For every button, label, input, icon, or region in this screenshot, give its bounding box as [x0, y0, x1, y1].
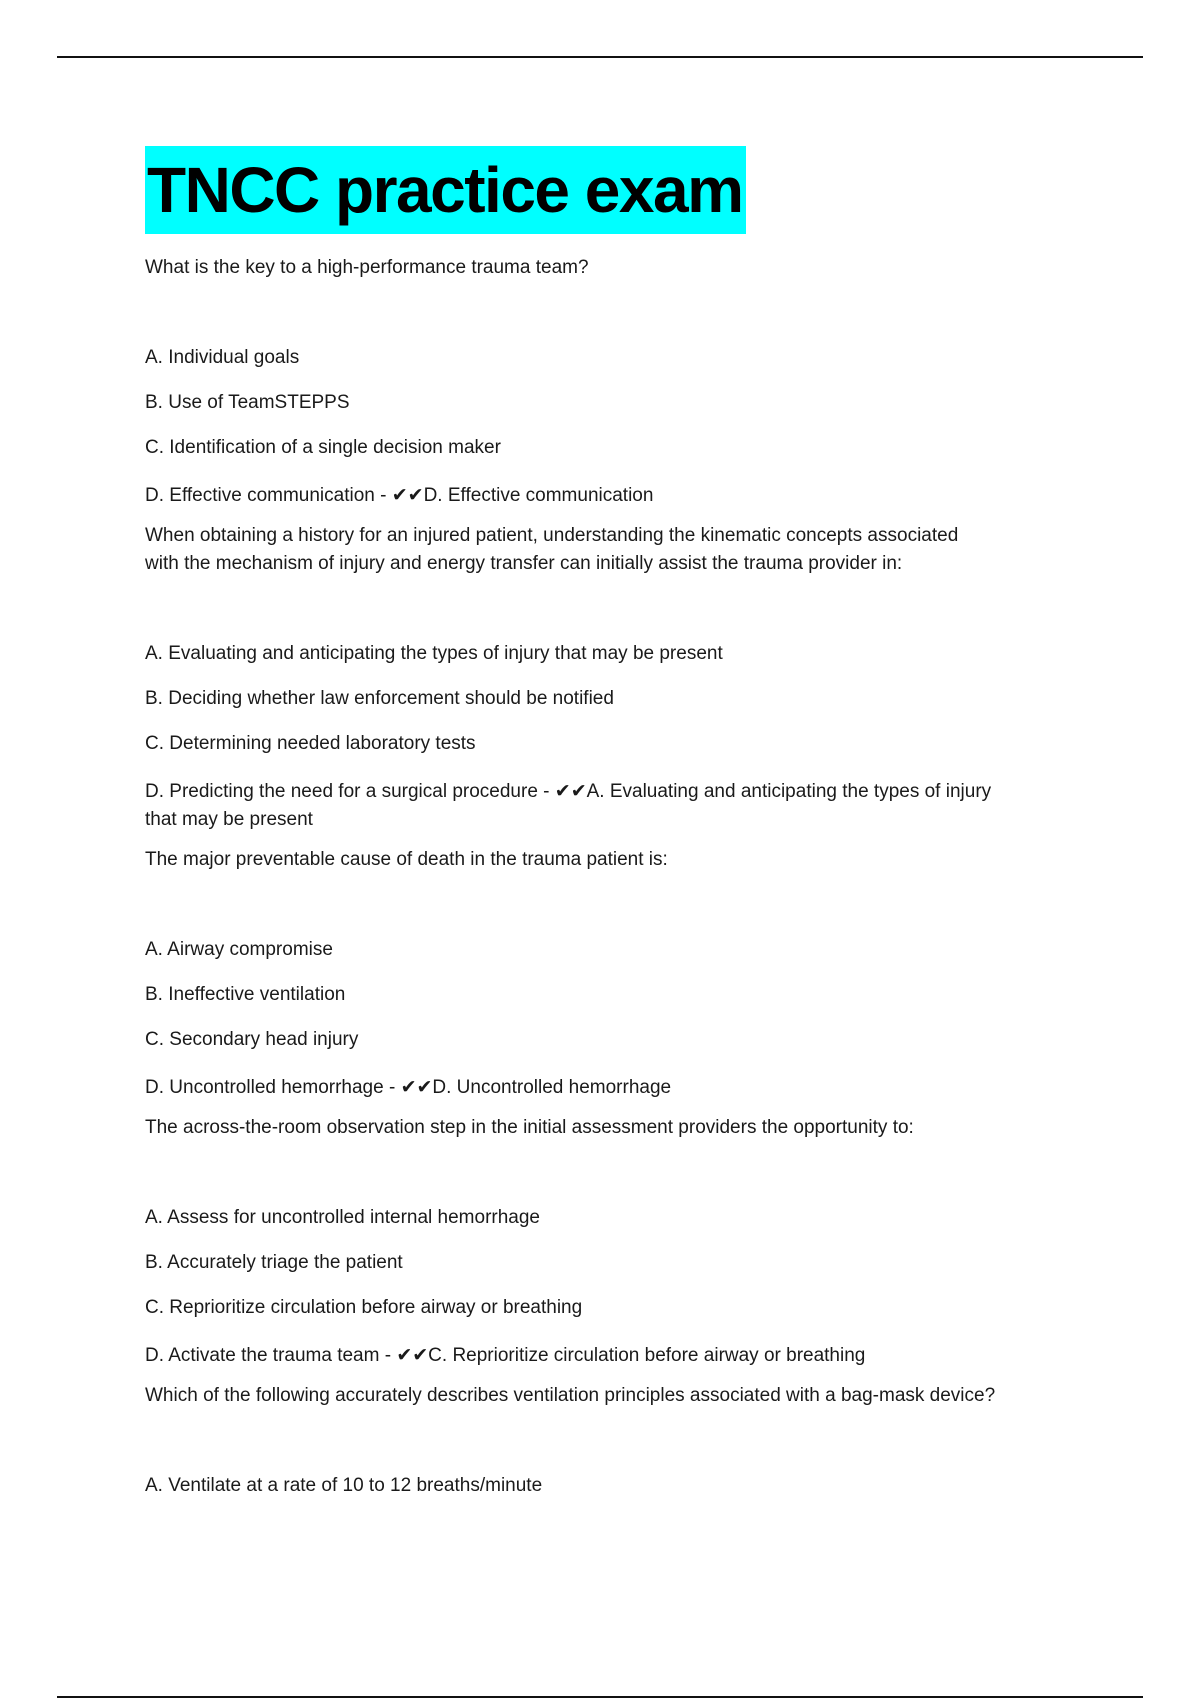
question-text: Which of the following accurately describes ventilation principles associated with a bag-mask device?: [145, 1385, 996, 1406]
option-d-answer: D. Uncontrolled hemorrhage - ✔✔D. Uncontrolled hemorrhage: [145, 1077, 672, 1098]
option-c: C. Secondary head injury: [145, 1029, 359, 1050]
question-block: [145, 254, 1065, 510]
option-a: A. Ventilate at a rate of 10 to 12 breaths/minute: [145, 1475, 543, 1496]
option-b: B. Accurately triage the patient: [145, 1252, 403, 1273]
bottom-rule: [57, 1696, 1143, 1698]
option-c: C. Identification of a single decision maker: [145, 437, 501, 458]
option-d-answer-continued: that may be present: [145, 809, 313, 830]
option-d-answer: D. Predicting the need for a surgical procedure - ✔✔A. Evaluating and anticipating the types of injury: [145, 781, 992, 802]
question-block: [145, 1114, 1065, 1370]
option-c: C. Determining needed laboratory tests: [145, 733, 476, 754]
option-a: A. Airway compromise: [145, 939, 333, 960]
question-block: [145, 846, 1065, 1102]
question-block: [145, 522, 1065, 834]
option-d-answer: D. Activate the trauma team - ✔✔C. Reprioritize circulation before airway or breathing: [145, 1345, 866, 1366]
question-block: [145, 1382, 1065, 1500]
question-text-line-2: with the mechanism of injury and energy transfer can initially assist the trauma provider in:: [145, 553, 903, 574]
question-text: What is the key to a high-performance trauma team?: [145, 257, 589, 278]
question-text: The across-the-room observation step in the initial assessment providers the opportunity to:: [145, 1117, 914, 1138]
option-a: A. Assess for uncontrolled internal hemorrhage: [145, 1207, 540, 1228]
option-b: B. Deciding whether law enforcement should be notified: [145, 688, 614, 709]
option-d-answer: D. Effective communication - ✔✔D. Effective communication: [145, 485, 654, 506]
option-b: B. Ineffective ventilation: [145, 984, 346, 1005]
option-a: A. Evaluating and anticipating the types of injury that may be present: [145, 643, 723, 664]
option-a: A. Individual goals: [145, 347, 300, 368]
option-b: B. Use of TeamSTEPPS: [145, 392, 350, 413]
top-rule: [57, 56, 1143, 58]
document-title: TNCC practice exam: [145, 146, 746, 234]
option-c: C. Reprioritize circulation before airway or breathing: [145, 1297, 583, 1318]
document-body: [145, 146, 1065, 1500]
question-text: The major preventable cause of death in the trauma patient is:: [145, 849, 668, 870]
question-text-line-1: When obtaining a history for an injured patient, understanding the kinematic concepts associated: [145, 525, 959, 546]
